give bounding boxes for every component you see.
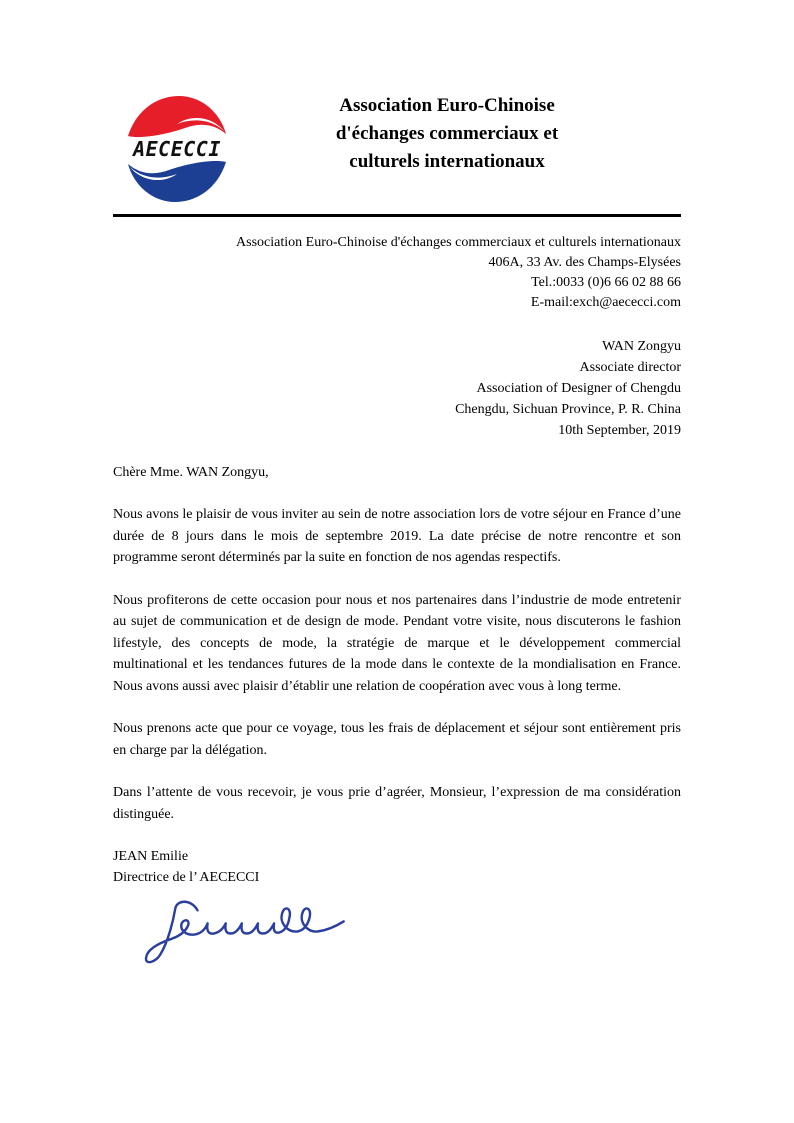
letterhead <box>113 90 681 204</box>
handwritten-signature <box>135 894 681 975</box>
org-title-line: Association Euro-Chinoise <box>339 95 555 116</box>
signer-block <box>113 846 681 888</box>
sender-phone: Tel.:0033 (0)6 66 02 88 66 <box>531 275 681 290</box>
sender-block <box>113 233 681 313</box>
letterhead-divider <box>113 214 681 217</box>
signer-name: JEAN Emilie <box>113 849 189 864</box>
org-title <box>241 90 653 176</box>
body-paragraph: Nous profiterons de cette occasion pour nous et nos partenaires dans l’industrie de mode entretenir au sujet de communication et de design de mode. Pendant votre visite, nous discuterons le fashion lifestyle, des concepts de mode, la stratégie de marque et le développement commercial multinational et les tendances futures de la mode dans le contexte de la mondialisation en France. Nous avons aussi avec plaisir d’établir une relation de coopération avec vous à long terme. <box>113 592 681 694</box>
salutation: Chère Mme. WAN Zongyu, <box>113 465 269 480</box>
logo-red-wave-icon <box>125 94 229 138</box>
org-logo <box>113 94 241 204</box>
sender-address: 406A, 33 Av. des Champs-Elysées <box>488 255 681 270</box>
logo-blue-wave-icon <box>125 160 229 204</box>
body-paragraph: Nous prenons acte que pour ce voyage, tous les frais de déplacement et séjour sont entièrement pris en charge par la délégation. <box>113 721 681 758</box>
letter-date: 10th September, 2019 <box>558 423 681 438</box>
body-paragraph: Dans l’attente de vous recevoir, je vous prie d’agréer, Monsieur, l’expression de ma considération distinguée. <box>113 785 681 822</box>
signer-title: Directrice de l’ AECECCI <box>113 870 260 885</box>
recipient-org: Association of Designer of Chengdu <box>476 381 681 396</box>
sender-email: E-mail:exch@aececci.com <box>530 295 681 310</box>
body-paragraph: Nous avons le plaisir de vous inviter au sein de notre association lors de votre séjour en France d’une durée de 8 jours dans le mois de septembre 2019. La date précise de notre rencontre et son programme seront déterminés par la suite en fonction de nos agendas respectifs. <box>113 507 681 565</box>
recipient-block <box>113 336 681 441</box>
recipient-name: WAN Zongyu <box>602 339 681 354</box>
logo-text: AECECCI <box>133 137 221 161</box>
recipient-title: Associate director <box>579 360 681 375</box>
signature-stroke-icon <box>146 902 344 962</box>
recipient-location: Chengdu, Sichuan Province, P. R. China <box>455 402 681 417</box>
org-title-line: d'échanges commerciaux et <box>335 123 559 144</box>
org-title-line: culturels internationaux <box>349 151 545 172</box>
sender-org: Association Euro-Chinoise d'échanges commerciaux et culturels internationaux <box>236 235 681 250</box>
